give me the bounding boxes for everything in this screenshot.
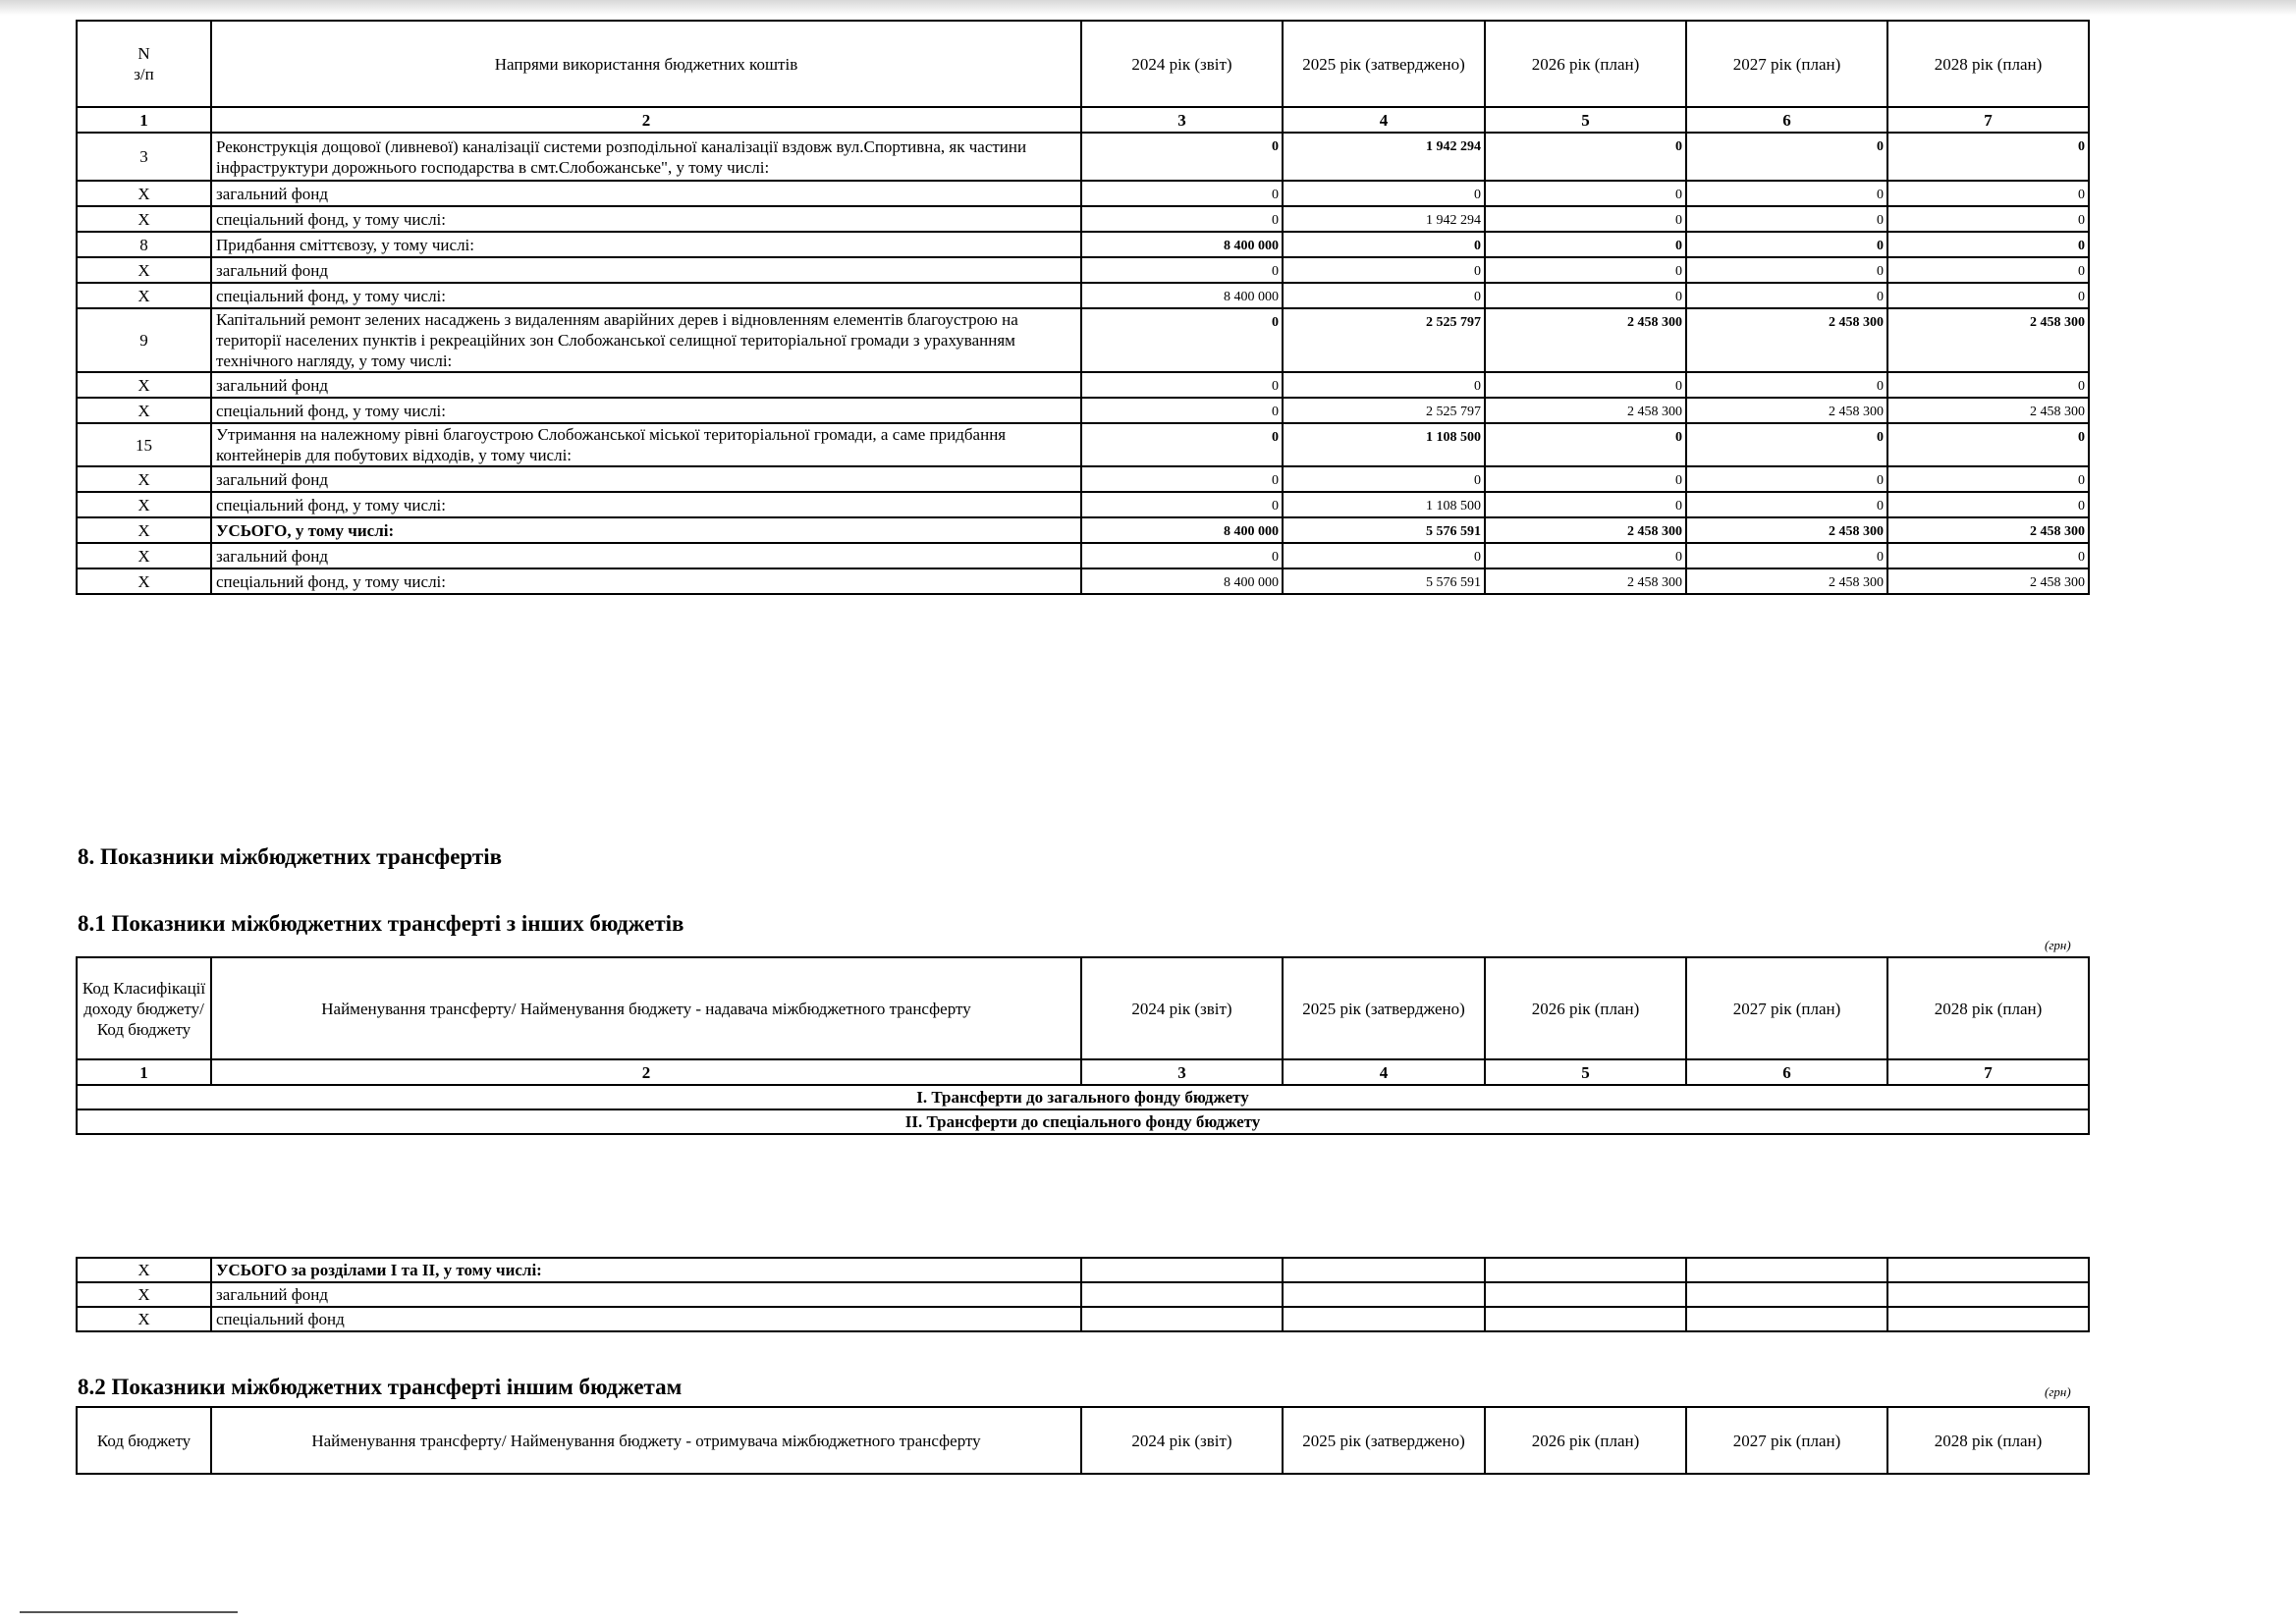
column-number: 6 bbox=[1686, 1059, 1887, 1085]
column-header: 2026 рік (план) bbox=[1485, 1407, 1686, 1474]
column-number-row bbox=[77, 107, 2089, 133]
column-number-row bbox=[77, 1059, 2089, 1085]
column-header: 2027 рік (план) bbox=[1686, 21, 1887, 107]
row-value: 0 bbox=[1485, 181, 1686, 206]
row-value: 1 108 500 bbox=[1283, 423, 1485, 466]
row-name: загальний фонд bbox=[211, 372, 1081, 398]
row-name: спеціальний фонд, у тому числі: bbox=[211, 492, 1081, 517]
row-name: Утримання на належному рівні благоустрою Слобожанської міської територіальної громади, а саме придбання контейнерів для побутових відходів, у тому числі: bbox=[211, 423, 1081, 466]
row-value: 2 458 300 bbox=[1887, 517, 2089, 543]
table-row bbox=[77, 133, 2089, 181]
header-row bbox=[77, 957, 2089, 1059]
row-value: 5 576 591 bbox=[1283, 517, 1485, 543]
row-value: 0 bbox=[1081, 492, 1283, 517]
table-row bbox=[77, 1307, 2089, 1331]
row-name: УСЬОГО за розділами I та II, у тому числі: bbox=[211, 1258, 1081, 1282]
row-value: 0 bbox=[1887, 283, 2089, 308]
row-value bbox=[1485, 1258, 1686, 1282]
row-value: 2 458 300 bbox=[1485, 398, 1686, 423]
section-special-fund: II. Трансферти до спеціального фонду бюджету bbox=[77, 1109, 2089, 1134]
column-number: 7 bbox=[1887, 1059, 2089, 1085]
row-name: спеціальний фонд bbox=[211, 1307, 1081, 1331]
row-value: 2 525 797 bbox=[1283, 398, 1485, 423]
row-number: X bbox=[77, 517, 211, 543]
section-row bbox=[77, 1085, 2089, 1109]
column-number: 5 bbox=[1485, 107, 1686, 133]
row-value: 0 bbox=[1887, 232, 2089, 257]
table-row bbox=[77, 283, 2089, 308]
row-value: 0 bbox=[1686, 181, 1887, 206]
row-value: 0 bbox=[1081, 466, 1283, 492]
section-8-2-title: 8.2 Показники міжбюджетних трансферті іншим бюджетам bbox=[78, 1375, 683, 1399]
row-number: X bbox=[77, 283, 211, 308]
row-value bbox=[1485, 1282, 1686, 1307]
section-8-1-title: 8.1 Показники міжбюджетних трансферті з інших бюджетів bbox=[78, 911, 684, 936]
table-row bbox=[77, 308, 2089, 372]
column-number: 4 bbox=[1283, 1059, 1485, 1085]
row-value: 0 bbox=[1283, 466, 1485, 492]
row-name: УСЬОГО, у тому числі: bbox=[211, 517, 1081, 543]
row-value: 0 bbox=[1485, 466, 1686, 492]
row-value: 8 400 000 bbox=[1081, 568, 1283, 594]
row-name: загальний фонд bbox=[211, 181, 1081, 206]
row-number: X bbox=[77, 398, 211, 423]
row-value: 0 bbox=[1081, 257, 1283, 283]
row-value: 5 576 591 bbox=[1283, 568, 1485, 594]
row-value: 0 bbox=[1081, 398, 1283, 423]
table-row bbox=[77, 466, 2089, 492]
row-value: 0 bbox=[1283, 257, 1485, 283]
row-value: 0 bbox=[1081, 423, 1283, 466]
row-value: 0 bbox=[1485, 257, 1686, 283]
row-value: 0 bbox=[1081, 308, 1283, 372]
row-name: спеціальний фонд, у тому числі: bbox=[211, 283, 1081, 308]
row-value: 0 bbox=[1081, 181, 1283, 206]
table-row bbox=[77, 1258, 2089, 1282]
row-value: 0 bbox=[1686, 492, 1887, 517]
row-number: X bbox=[77, 492, 211, 517]
row-number: X bbox=[77, 181, 211, 206]
row-value: 2 458 300 bbox=[1686, 398, 1887, 423]
row-value: 0 bbox=[1283, 283, 1485, 308]
row-number: 15 bbox=[77, 423, 211, 466]
row-value: 0 bbox=[1283, 372, 1485, 398]
row-name: Капітальний ремонт зелених насаджень з видаленням аварійних дерев і відновленням елементів благоустрою на території населених пунктів і рекреаційних зон Слобожанської селищної територіальної громади з урахуванням технічного нагляду, у тому числі: bbox=[211, 308, 1081, 372]
row-value bbox=[1686, 1307, 1887, 1331]
row-name: загальний фонд bbox=[211, 257, 1081, 283]
row-value: 0 bbox=[1887, 372, 2089, 398]
row-value: 0 bbox=[1686, 466, 1887, 492]
column-number: 5 bbox=[1485, 1059, 1686, 1085]
column-header: 2024 рік (звіт) bbox=[1081, 1407, 1283, 1474]
unit-label-2: (грн) bbox=[2045, 1384, 2071, 1399]
row-number: 9 bbox=[77, 308, 211, 372]
row-value: 0 bbox=[1887, 543, 2089, 568]
row-value: 0 bbox=[1887, 133, 2089, 181]
row-value: 8 400 000 bbox=[1081, 232, 1283, 257]
row-value bbox=[1081, 1307, 1283, 1331]
row-name: спеціальний фонд, у тому числі: bbox=[211, 206, 1081, 232]
transfers-to-other-budgets-table bbox=[76, 1406, 2090, 1475]
section-8-title: 8. Показники міжбюджетних трансфертів bbox=[78, 844, 503, 869]
column-header: 2025 рік (затверджено) bbox=[1283, 1407, 1485, 1474]
row-value: 0 bbox=[1485, 283, 1686, 308]
row-value: 8 400 000 bbox=[1081, 517, 1283, 543]
row-value: 2 458 300 bbox=[1686, 568, 1887, 594]
column-header: 2028 рік (план) bbox=[1887, 21, 2089, 107]
row-value: 0 bbox=[1686, 232, 1887, 257]
row-value: 1 108 500 bbox=[1283, 492, 1485, 517]
row-value: 2 458 300 bbox=[1485, 568, 1686, 594]
column-header: Код бюджету bbox=[77, 1407, 211, 1474]
row-value: 0 bbox=[1283, 181, 1485, 206]
row-name: загальний фонд bbox=[211, 1282, 1081, 1307]
row-value: 2 525 797 bbox=[1283, 308, 1485, 372]
row-value: 0 bbox=[1485, 543, 1686, 568]
row-value bbox=[1686, 1258, 1887, 1282]
header-row bbox=[77, 21, 2089, 107]
row-value bbox=[1485, 1307, 1686, 1331]
row-name: Реконструкція дощової (ливневої) каналізації системи розподільної каналізації вздовж вул.Спортивна, як частини інфраструктури дорожнього господарства в смт.Слобожанське", у тому числі: bbox=[211, 133, 1081, 181]
row-value: 0 bbox=[1887, 257, 2089, 283]
row-value bbox=[1081, 1282, 1283, 1307]
row-value bbox=[1887, 1258, 2089, 1282]
row-name: Придбання сміттєвозу, у тому числі: bbox=[211, 232, 1081, 257]
row-name: спеціальний фонд, у тому числі: bbox=[211, 398, 1081, 423]
row-value bbox=[1283, 1258, 1485, 1282]
column-number: 1 bbox=[77, 107, 211, 133]
column-number: 4 bbox=[1283, 107, 1485, 133]
unit-label: (грн) bbox=[2045, 938, 2071, 952]
row-value: 2 458 300 bbox=[1686, 517, 1887, 543]
column-header: 2024 рік (звіт) bbox=[1081, 957, 1283, 1059]
column-number: 3 bbox=[1081, 1059, 1283, 1085]
row-value bbox=[1283, 1307, 1485, 1331]
row-value: 0 bbox=[1081, 206, 1283, 232]
row-number: X bbox=[77, 372, 211, 398]
row-number: 8 bbox=[77, 232, 211, 257]
row-value: 0 bbox=[1485, 423, 1686, 466]
table-row bbox=[77, 492, 2089, 517]
column-header: 2028 рік (план) bbox=[1887, 1407, 2089, 1474]
row-number: X bbox=[77, 1258, 211, 1282]
table-row bbox=[77, 372, 2089, 398]
column-number: 1 bbox=[77, 1059, 211, 1085]
row-value: 0 bbox=[1081, 372, 1283, 398]
row-value: 0 bbox=[1485, 372, 1686, 398]
row-value: 0 bbox=[1283, 543, 1485, 568]
row-value: 2 458 300 bbox=[1485, 517, 1686, 543]
column-number: 6 bbox=[1686, 107, 1887, 133]
column-header: N з/п bbox=[77, 21, 211, 107]
table-row bbox=[77, 543, 2089, 568]
table-row bbox=[77, 232, 2089, 257]
row-value: 0 bbox=[1081, 543, 1283, 568]
row-name: спеціальний фонд, у тому числі: bbox=[211, 568, 1081, 594]
row-number: X bbox=[77, 543, 211, 568]
scan-edge bbox=[0, 0, 2296, 16]
row-value: 0 bbox=[1485, 232, 1686, 257]
row-number: X bbox=[77, 1282, 211, 1307]
row-name: загальний фонд bbox=[211, 543, 1081, 568]
row-value: 0 bbox=[1887, 492, 2089, 517]
row-number: X bbox=[77, 466, 211, 492]
row-value: 0 bbox=[1485, 206, 1686, 232]
row-value: 0 bbox=[1081, 133, 1283, 181]
row-value: 0 bbox=[1686, 133, 1887, 181]
row-value: 0 bbox=[1686, 257, 1887, 283]
row-value: 0 bbox=[1485, 133, 1686, 181]
column-header: 2027 рік (план) bbox=[1686, 1407, 1887, 1474]
row-name: загальний фонд bbox=[211, 466, 1081, 492]
row-number: 3 bbox=[77, 133, 211, 181]
row-value: 2 458 300 bbox=[1887, 308, 2089, 372]
row-value: 0 bbox=[1887, 466, 2089, 492]
column-header: 2025 рік (затверджено) bbox=[1283, 957, 1485, 1059]
column-header: Код Класифікації доходу бюджету/Код бюджету bbox=[77, 957, 211, 1059]
column-number: 2 bbox=[211, 1059, 1081, 1085]
table-row bbox=[77, 398, 2089, 423]
row-value: 2 458 300 bbox=[1887, 568, 2089, 594]
row-number: X bbox=[77, 568, 211, 594]
row-value: 0 bbox=[1887, 181, 2089, 206]
column-header: Напрями використання бюджетних коштів bbox=[211, 21, 1081, 107]
row-value: 0 bbox=[1887, 423, 2089, 466]
column-header: Найменування трансферту/ Найменування бюджету - отримувача міжбюджетного трансферту bbox=[211, 1407, 1081, 1474]
table-row bbox=[77, 257, 2089, 283]
transfers-from-other-budgets-table bbox=[76, 956, 2090, 1135]
column-header: 2026 рік (план) bbox=[1485, 21, 1686, 107]
table-row bbox=[77, 1282, 2089, 1307]
column-header: Найменування трансферту/ Найменування бюджету - надавача міжбюджетного трансферту bbox=[211, 957, 1081, 1059]
row-value bbox=[1887, 1307, 2089, 1331]
budget-directions-table bbox=[76, 20, 2090, 595]
row-value: 0 bbox=[1686, 423, 1887, 466]
row-number: X bbox=[77, 257, 211, 283]
row-value: 0 bbox=[1686, 206, 1887, 232]
column-header: 2027 рік (план) bbox=[1686, 957, 1887, 1059]
column-header: 2025 рік (затверджено) bbox=[1283, 21, 1485, 107]
table-row bbox=[77, 181, 2089, 206]
column-number: 2 bbox=[211, 107, 1081, 133]
table-row bbox=[77, 206, 2089, 232]
row-value: 1 942 294 bbox=[1283, 206, 1485, 232]
section-general-fund: I. Трансферти до загального фонду бюджету bbox=[77, 1085, 2089, 1109]
footer-line bbox=[20, 1611, 238, 1613]
column-header: 2024 рік (звіт) bbox=[1081, 21, 1283, 107]
row-value: 0 bbox=[1686, 543, 1887, 568]
table-row bbox=[77, 423, 2089, 466]
row-value bbox=[1887, 1282, 2089, 1307]
section-row bbox=[77, 1109, 2089, 1134]
row-value: 0 bbox=[1283, 232, 1485, 257]
column-number: 3 bbox=[1081, 107, 1283, 133]
table-row bbox=[77, 517, 2089, 543]
row-value: 8 400 000 bbox=[1081, 283, 1283, 308]
row-value: 0 bbox=[1485, 492, 1686, 517]
row-number: X bbox=[77, 1307, 211, 1331]
row-value: 0 bbox=[1686, 283, 1887, 308]
transfers-totals-table bbox=[76, 1257, 2090, 1332]
row-value bbox=[1283, 1282, 1485, 1307]
column-number: 7 bbox=[1887, 107, 2089, 133]
row-value: 1 942 294 bbox=[1283, 133, 1485, 181]
row-number: X bbox=[77, 206, 211, 232]
row-value: 2 458 300 bbox=[1485, 308, 1686, 372]
row-value: 2 458 300 bbox=[1887, 398, 2089, 423]
header-row bbox=[77, 1407, 2089, 1474]
row-value bbox=[1081, 1258, 1283, 1282]
row-value bbox=[1686, 1282, 1887, 1307]
table-row bbox=[77, 568, 2089, 594]
row-value: 0 bbox=[1887, 206, 2089, 232]
column-header: 2028 рік (план) bbox=[1887, 957, 2089, 1059]
row-value: 2 458 300 bbox=[1686, 308, 1887, 372]
column-header: 2026 рік (план) bbox=[1485, 957, 1686, 1059]
row-value: 0 bbox=[1686, 372, 1887, 398]
